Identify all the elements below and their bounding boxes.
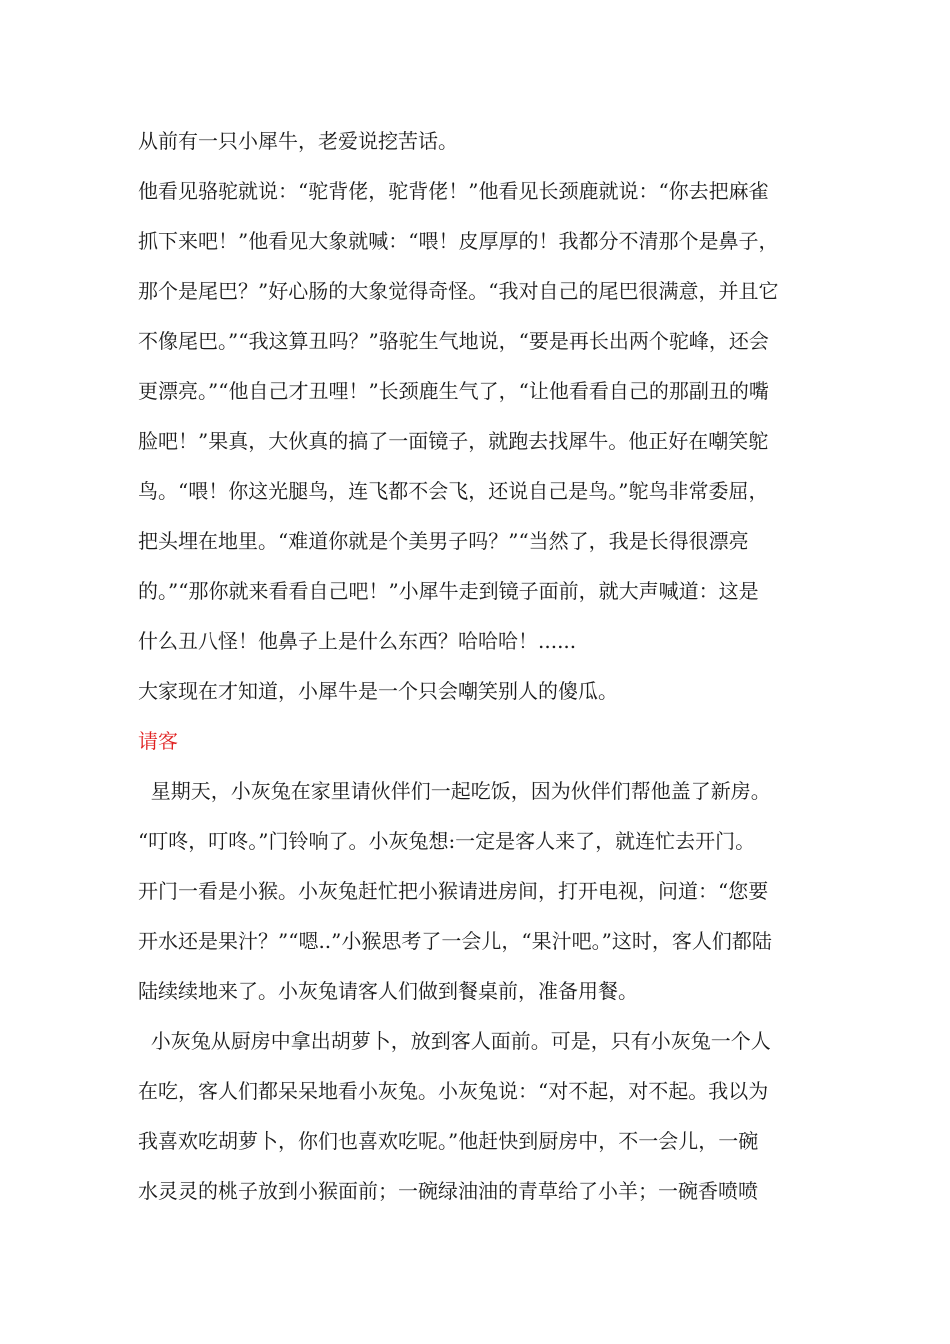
paragraph-line: 他看见骆驼就说：“驼背佬，驼背佬！”他看见长颈鹿就说：“你去把麻雀: [138, 179, 769, 203]
paragraph-line: 不像尾巴。”“我这算丑吗？”骆驼生气地说，“要是再长出两个驼峰，还会: [138, 329, 769, 353]
paragraph-line: 把头埋在地里。“难道你就是个美男子吗？”“当然了，我是长得很漂亮: [138, 529, 749, 553]
paragraph-line: 陆续续地来了。小灰兔请客人们做到餐桌前，准备用餐。: [138, 979, 638, 1003]
paragraph-line: 从前有一只小犀牛，老爱说挖苦话。: [138, 129, 458, 153]
paragraph-line: 小灰兔从厨房中拿出胡萝卜，放到客人面前。可是，只有小灰兔一个人: [138, 1029, 771, 1053]
paragraph-line: 那个是尾巴？”好心肠的大象觉得奇怪。“我对自己的尾巴很满意，并且它: [138, 279, 779, 303]
paragraph-line: 水灵灵的桃子放到小猴面前；一碗绿油油的青草给了小羊；一碗香喷喷: [138, 1179, 758, 1203]
paragraph-line: 我喜欢吃胡萝卜，你们也喜欢吃呢。”他赶快到厨房中，不一会儿，一碗: [138, 1129, 759, 1153]
section-title: 请客: [138, 729, 178, 753]
paragraph-line: 更漂亮。”“他自己才丑哩！”长颈鹿生气了，“让他看看自己的那副丑的嘴: [138, 379, 769, 403]
paragraph-line: 星期天，小灰兔在家里请伙伴们一起吃饭，因为伙伴们帮他盖了新房。: [138, 779, 771, 803]
paragraph-line: “叮咚，叮咚。”门铃响了。小灰兔想:一定是客人来了，就连忙去开门。: [138, 829, 756, 853]
paragraph-line: 开门一看是小猴。小灰兔赶忙把小猴请进房间，打开电视，问道：“您要: [138, 879, 769, 903]
paragraph-line: 的。”“那你就来看看自己吧！”小犀牛走到镜子面前，就大声喊道：这是: [138, 579, 759, 603]
paragraph-line: 在吃，客人们都呆呆地看小灰兔。小灰兔说：“对不起，对不起。我以为: [138, 1079, 769, 1103]
paragraph-line: 开水还是果汁？”“嗯..”小猴思考了一会儿，“果汁吧。”这时，客人们都陆: [138, 929, 772, 953]
paragraph-line: 大家现在才知道，小犀牛是一个只会嘲笑别人的傻瓜。: [138, 679, 618, 703]
paragraph-line: 什么丑八怪！他鼻子上是什么东西？哈哈哈！......: [138, 629, 577, 653]
paragraph-line: 抓下来吧！”他看见大象就喊：“喂！皮厚厚的！我都分不清那个是鼻子，: [138, 229, 779, 253]
paragraph-line: 鸟。“喂！你这光腿鸟，连飞都不会飞，还说自己是鸟。”鸵鸟非常委屈，: [138, 479, 769, 503]
paragraph-line: 脸吧！”果真，大伙真的搞了一面镜子，就跑去找犀牛。他正好在嘲笑鸵: [138, 429, 769, 453]
